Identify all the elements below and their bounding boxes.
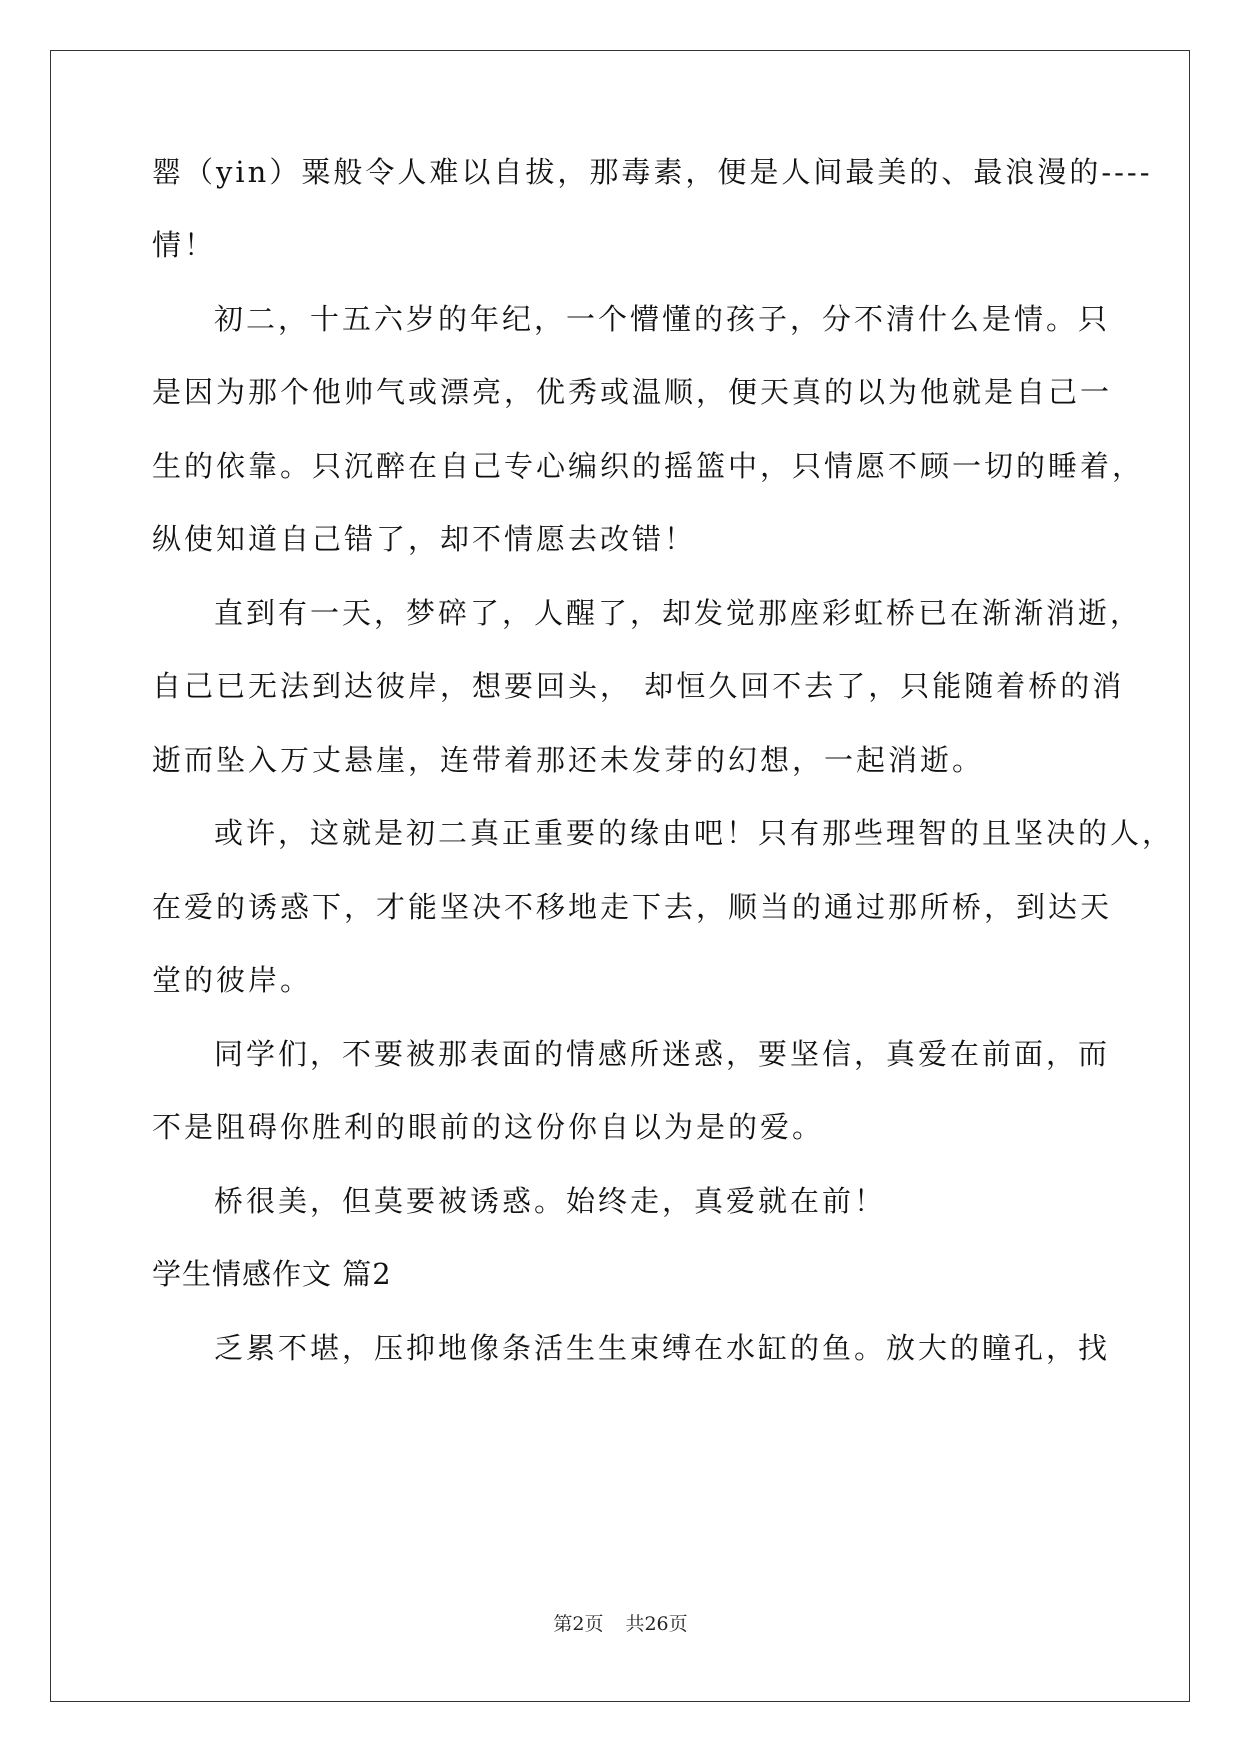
section-heading: 学生情感作文 篇2 <box>152 1257 392 1291</box>
text-line: 逝而坠入万丈悬崖，连带着那还未发芽的幻想，一起消逝。 <box>152 743 985 777</box>
text-line: 生的依靠。只沉醉在自己专心编织的摇篮中，只情愿不顾一切的睡着， <box>152 449 1145 483</box>
paragraph-start: 同学们，不要被那表面的情感所迷惑，要坚信，真爱在前面，而 <box>214 1037 1111 1071</box>
page-total: 共26页 <box>625 1613 688 1635</box>
text-line: 罂（yin）粟般令人难以自拔，那毒素，便是人间最美的、最浪漫的---- <box>152 155 1153 189</box>
paragraph-start: 或许，这就是初二真正重要的缘由吧！只有那些理智的且坚决的人， <box>214 816 1175 850</box>
page-border <box>50 50 1190 1702</box>
text-line: 纵使知道自己错了，却不情愿去改错！ <box>152 522 697 556</box>
text-line: 不是阻碍你胜利的眼前的这份你自以为是的爱。 <box>152 1110 825 1144</box>
text-line: 堂的彼岸。 <box>152 963 313 997</box>
paragraph-start: 乏累不堪，压抑地像条活生生束缚在水缸的鱼。放大的瞳孔，找 <box>214 1331 1111 1365</box>
page-footer <box>0 1612 1241 1636</box>
text-line: 是因为那个他帅气或漂亮，优秀或温顺，便天真的以为他就是自己一 <box>152 375 1113 409</box>
paragraph-start: 桥很美，但莫要被诱惑。始终走，真爱就在前！ <box>214 1184 887 1218</box>
paragraph-start: 直到有一天，梦碎了，人醒了，却发觉那座彩虹桥已在渐渐消逝， <box>214 596 1143 630</box>
text-line: 自己已无法到达彼岸，想要回头， 却恒久回不去了，只能随着桥的消 <box>152 669 1125 703</box>
text-line: 在爱的诱惑下，才能坚决不移地走下去，顺当的通过那所桥，到达天 <box>152 890 1113 924</box>
page-number: 第2页 <box>553 1613 604 1635</box>
paragraph-start: 初二，十五六岁的年纪，一个懵懂的孩子，分不清什么是情。只 <box>214 302 1111 336</box>
text-line: 情！ <box>152 228 217 262</box>
